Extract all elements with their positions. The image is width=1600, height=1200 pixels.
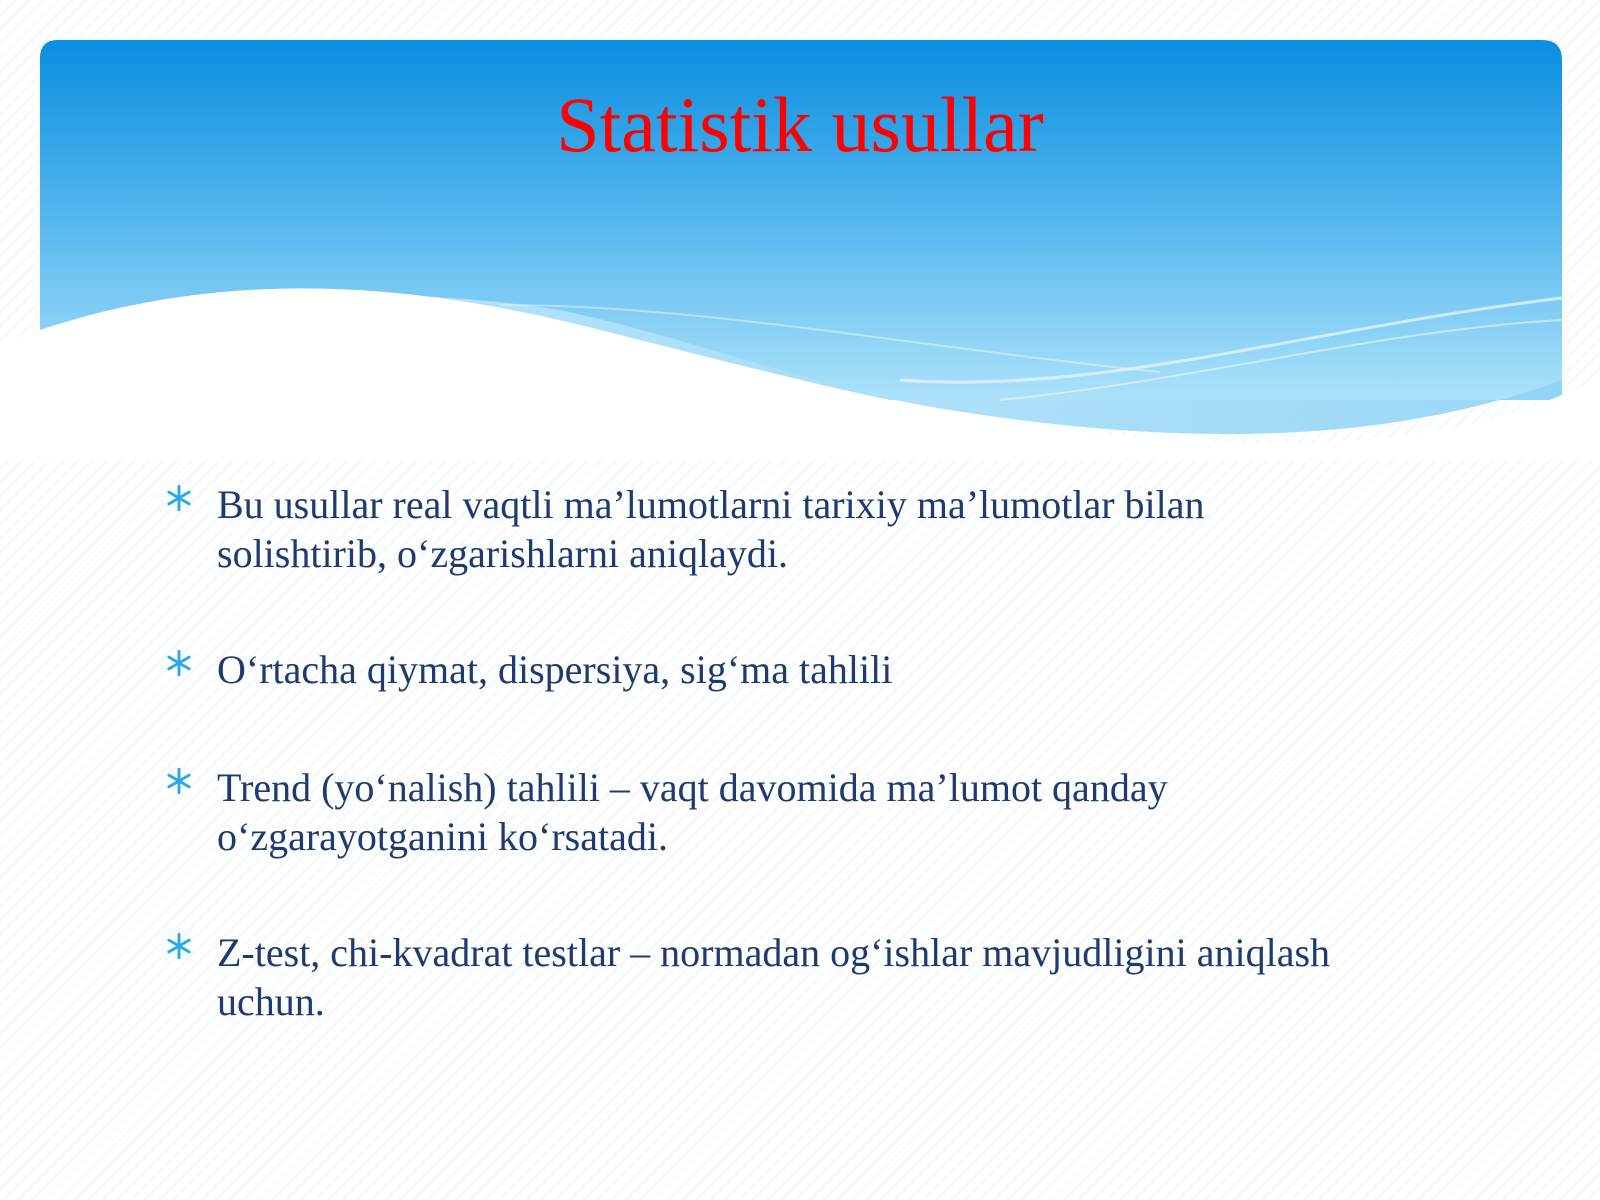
- asterisk-icon: [166, 485, 192, 511]
- bullet-text: Trend (yo‘nalish) tahlili – vaqt davomida ma’lumot qanday o‘zgarayotganini ko‘rsatadi.: [217, 765, 1168, 859]
- bullet-text: Bu usullar real vaqtli ma’lumotlarni tarixiy ma’lumotlar bilan solishtirib, o‘zgarishlarni aniqlaydi.: [217, 482, 1205, 576]
- bullet-text: O‘rtacha qiymat, dispersiya, sig‘ma tahlili: [217, 647, 893, 692]
- bullet-item: [166, 645, 1346, 694]
- bullet-text: Z-test, chi-kvadrat testlar – normadan og‘ishlar mavjudligini aniqlash uchun.: [217, 930, 1331, 1024]
- slide-title: Statistik usullar: [556, 81, 1044, 168]
- asterisk-icon: [166, 933, 192, 959]
- bullet-item: [166, 763, 1346, 861]
- bullet-item: [166, 928, 1346, 1026]
- asterisk-icon: [166, 768, 192, 794]
- bullet-item: [166, 480, 1346, 578]
- asterisk-icon: [166, 650, 192, 676]
